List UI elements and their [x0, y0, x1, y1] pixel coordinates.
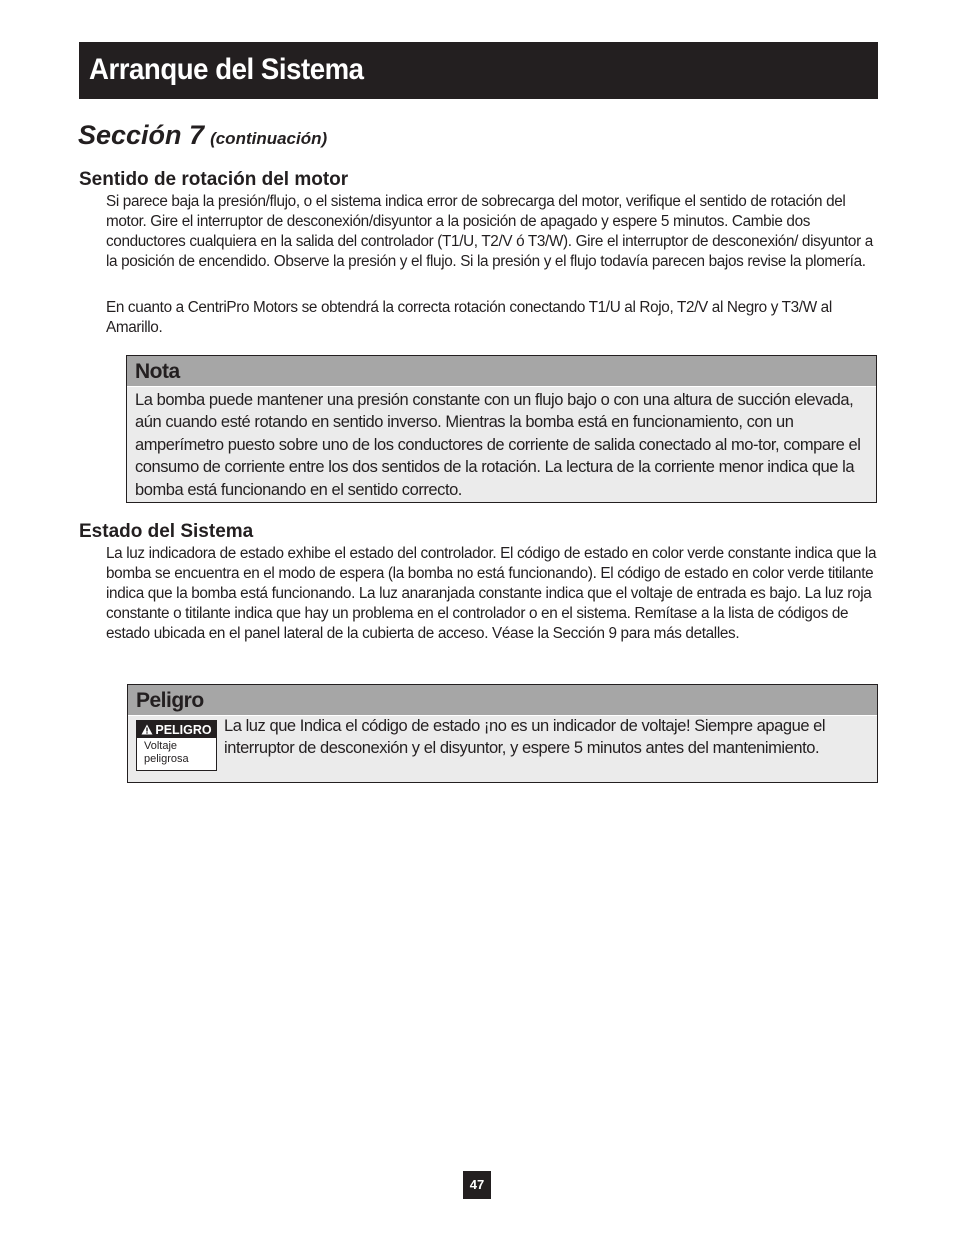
danger-title: Peligro	[128, 685, 877, 716]
system-status-paragraph: La luz indicadora de estado exhibe el estado del controlador. El código de estado en color verde constante indica que la bomba se encuentra en el modo de espera (la bomba no está funcionando). El código de estado en color verde titilante indica que la bomba está funcionando. La luz anaranjada constante indica que el voltaje de entrada es bajo. La luz roja constante o titilante indica que hay un problema en el controlador o en el sistema. Remítase a la lista de códigos de estado ubicada en el panel lateral de la cubierta de acceso. Véase la Sección 9 para más detalles.	[106, 545, 877, 642]
section-title: Sección 7	[78, 120, 205, 150]
motor-rotation-paragraph-2: En cuanto a CentriPro Motors se obtendrá la correcta rotación conectando T1/U al Rojo, T2/V al Negro y T3/W al Amarillo.	[106, 299, 832, 336]
motor-rotation-heading: Sentido de rotación del motor	[79, 169, 349, 190]
danger-label-top	[137, 721, 216, 738]
note-text: La bomba puede mantener una presión constante con un flujo bajo o con una altura de succión elevada, aún cuando esté rotando en sentido inverso. Mientras la bomba está en funcionamiento, con un amperímetro puesto sobre uno de los conductores de corriente de salida conectado al mo-tor, compare el consumo de corriente entre los dos sentidos de la rotación. La lectura de la corriente menor indica que la bomba está funcionando en el sentido correcto.	[135, 391, 861, 499]
motor-rotation-paragraph-1: Si parece baja la presión/flujo, o el sistema indica error de sobrecarga del motor, verifique el sentido de rotación del motor. Gire el interruptor de desconexión/disyuntor a la posición de apagado y espere 5 minutos. Cambie dos conductores cualquiera en la salida del controlador (T1/U, T2/V ó T3/W). Gire el interruptor de desconexión/ disyuntor a la posición de encendido. Observe la presión y el flujo. Si la presión y el flujo todavía parecen bajos revise la plomería.	[106, 193, 873, 270]
warning-triangle-icon	[141, 724, 153, 735]
danger-label	[136, 720, 217, 771]
danger-box	[127, 684, 878, 783]
section-subtitle: (continuación)	[210, 129, 328, 148]
note-title: Nota	[127, 356, 876, 387]
danger-label-text: Voltaje peligrosa	[144, 740, 189, 765]
page-number: 47	[463, 1171, 491, 1199]
system-status-heading: Estado del Sistema	[79, 521, 254, 542]
danger-text: La luz que Indica el código de estado ¡no es un indicador de voltaje! Siempre apague el interruptor de desconexión y el disyuntor, y espere 5 minutos antes del mantenimiento.	[224, 717, 826, 758]
note-box	[126, 355, 877, 503]
page-header-bar	[79, 42, 878, 99]
section-heading	[78, 118, 327, 156]
danger-body	[128, 716, 877, 781]
danger-label-word: PELIGRO	[155, 722, 212, 737]
page-title: Arranque del Sistema	[89, 53, 364, 86]
